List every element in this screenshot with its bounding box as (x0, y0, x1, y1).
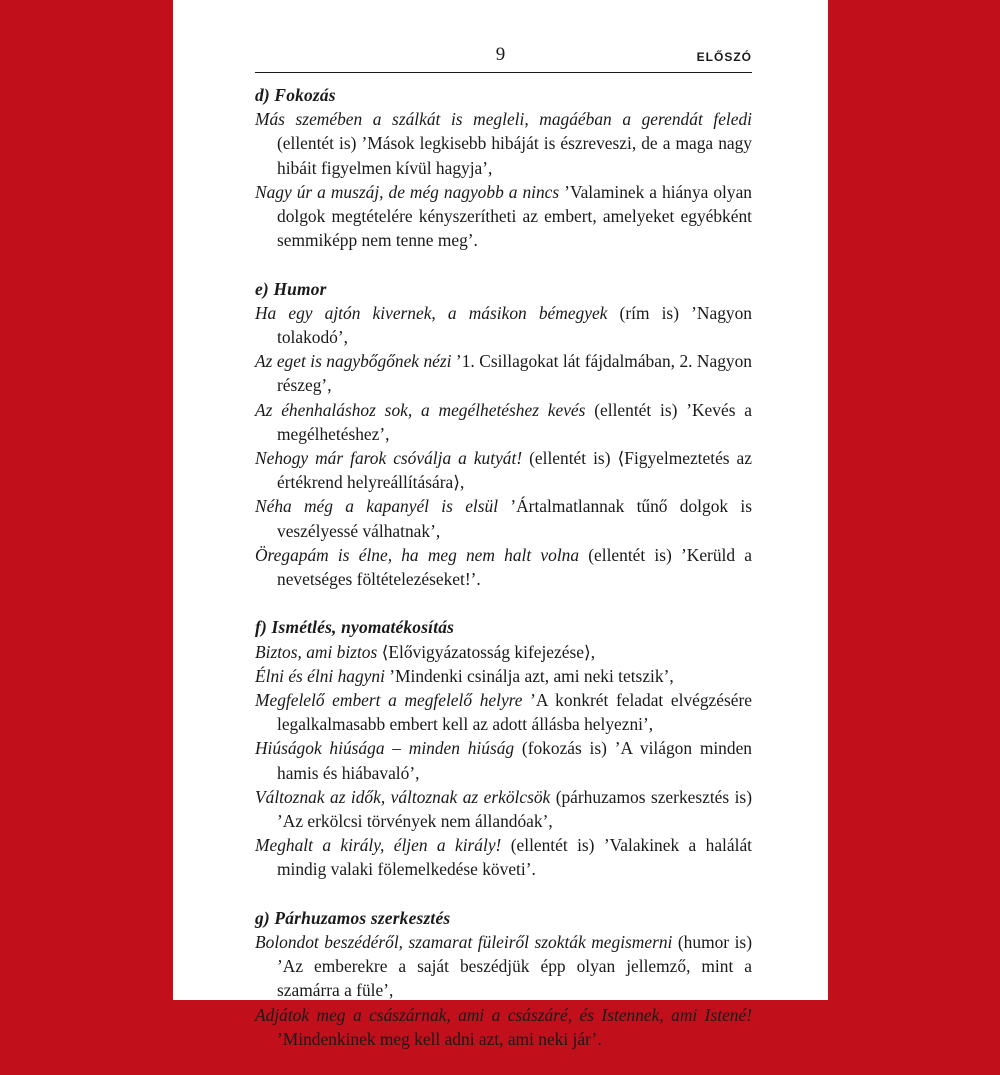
proverb-entry (255, 688, 752, 736)
proverb-entry (255, 930, 752, 1003)
proverb-phrase: Más szemében a szálkát is megleli, magáéban a gerendát feledi (255, 109, 752, 130)
section-title: e) Humor (255, 278, 327, 299)
book-page (173, 0, 828, 1049)
page-content (255, 83, 752, 1075)
proverb-entry (255, 833, 752, 881)
proverb-entry (255, 1003, 752, 1051)
proverb-gloss: (párhuzamos szerkesztés is) ’Az erkölcsi törvények nem állandóak’, (277, 786, 752, 832)
section-fokozas (255, 83, 752, 252)
proverb-phrase: Öregapám is élne, ha meg nem halt volna (255, 544, 580, 565)
proverb-gloss: (ellentét is) ’Mások legkisebb hibáját is észreveszi, de a maga nagy hibáit figyelmen kívül hagyja’, (277, 133, 752, 178)
proverb-phrase: Változnak az idők, változnak az erkölcsök (255, 786, 551, 807)
proverb-gloss: ⟨Elővigyázatosság kifejezése⟩, (377, 641, 596, 662)
proverb-phrase: Biztos, ami biztos (255, 641, 378, 662)
proverb-phrase: Élni és élni hagyni (255, 665, 385, 686)
proverb-entry (255, 785, 752, 833)
proverb-gloss: ’A konkrét feladat elvégzésére legalkalmasabb embert kell az adott állásba helyezni’, (277, 690, 752, 735)
proverb-gloss: ’Valaminek a hiánya olyan dolgok megtételére kényszerítheti az embert, amelyeket egyébként semmiképp nem tenne meg’. (277, 181, 752, 251)
proverb-gloss: (ellentét is) ’Valakinek a halálát mindig valaki fölemelkedése követi’. (277, 835, 752, 880)
proverb-phrase: Adjátok meg a császárnak, ami a császáré, és Istennek, ami Istené! (255, 1004, 752, 1025)
proverb-entry (255, 398, 752, 446)
proverb-entry (255, 180, 752, 253)
proverb-gloss: (rím is) ’Nagyon tolakodó’, (277, 302, 752, 348)
proverb-gloss: ’1. Csillagokat lát fájdalmában, 2. Nagyon részeg’, (277, 351, 752, 396)
proverb-phrase: Meghalt a király, éljen a király! (255, 835, 502, 856)
proverb-phrase: Az eget is nagybőgőnek nézi (255, 351, 452, 372)
proverb-entry (255, 664, 752, 688)
proverb-gloss: (ellentét is) ’Kerüld a nevetséges föltételezéseket!’. (277, 544, 752, 590)
proverb-gloss: (ellentét is) ’Kevés a megélhetéshez’, (277, 399, 752, 444)
section-title: d) Fokozás (255, 85, 336, 105)
proverb-entry (255, 494, 752, 542)
running-head (173, 44, 828, 72)
proverb-entry (255, 446, 752, 494)
section-humor (255, 277, 752, 592)
section-title: f) Ismétlés, nyomatékosítás (255, 617, 455, 638)
proverb-gloss: ’Ártalmatlannak tűnő dolgok is veszélyessé válhatnak’, (277, 496, 752, 541)
section-parhuzamos (255, 906, 752, 1051)
proverb-entry (255, 543, 752, 591)
page-number: 9 (495, 44, 506, 65)
proverb-phrase: Nehogy már farok csóválja a kutyát! (255, 448, 523, 469)
proverb-gloss: ’Mindenki csinálja azt, ami neki tetszik’, (384, 665, 674, 686)
proverb-phrase: Ha egy ajtón kivernek, a másikon bémegyek (255, 302, 608, 323)
proverb-gloss: (ellentét is) ⟨Figyelmeztetés az értékrend helyreállítására⟩, (277, 448, 752, 493)
proverb-phrase: Bolondot beszédéről, szamarat füleiről szokták megismerni (255, 932, 673, 953)
proverb-entry (255, 640, 752, 664)
section-title: g) Párhuzamos szerkesztés (255, 907, 451, 928)
header-rule (255, 72, 752, 73)
proverb-entry (255, 107, 752, 180)
proverb-gloss: ’Mindenkinek meg kell adni azt, ami neki jár’. (277, 1028, 602, 1049)
proverb-phrase: Néha még a kapanyél is elsül (255, 496, 499, 517)
proverb-phrase: Az éhenhaláshoz sok, a megélhetéshez kevés (255, 399, 586, 420)
proverb-entry (255, 301, 752, 349)
proverb-gloss: (fokozás is) ’A világon minden hamis és hiábavaló’, (277, 738, 752, 783)
proverb-phrase: Megfelelő embert a megfelelő helyre (255, 690, 523, 711)
proverb-phrase: Nagy úr a muszáj, de még nagyobb a nincs (255, 181, 560, 202)
running-title: ELŐSZÓ (696, 50, 752, 64)
proverb-entry (255, 736, 752, 784)
proverb-phrase: Hiúságok hiúsága – minden hiúság (255, 738, 515, 759)
proverb-gloss: (humor is) ’Az emberekre a saját beszédjük épp olyan jellemző, mint a szamárra a füle’, (277, 932, 752, 1001)
section-ismetles (255, 615, 752, 881)
proverb-entry (255, 349, 752, 397)
